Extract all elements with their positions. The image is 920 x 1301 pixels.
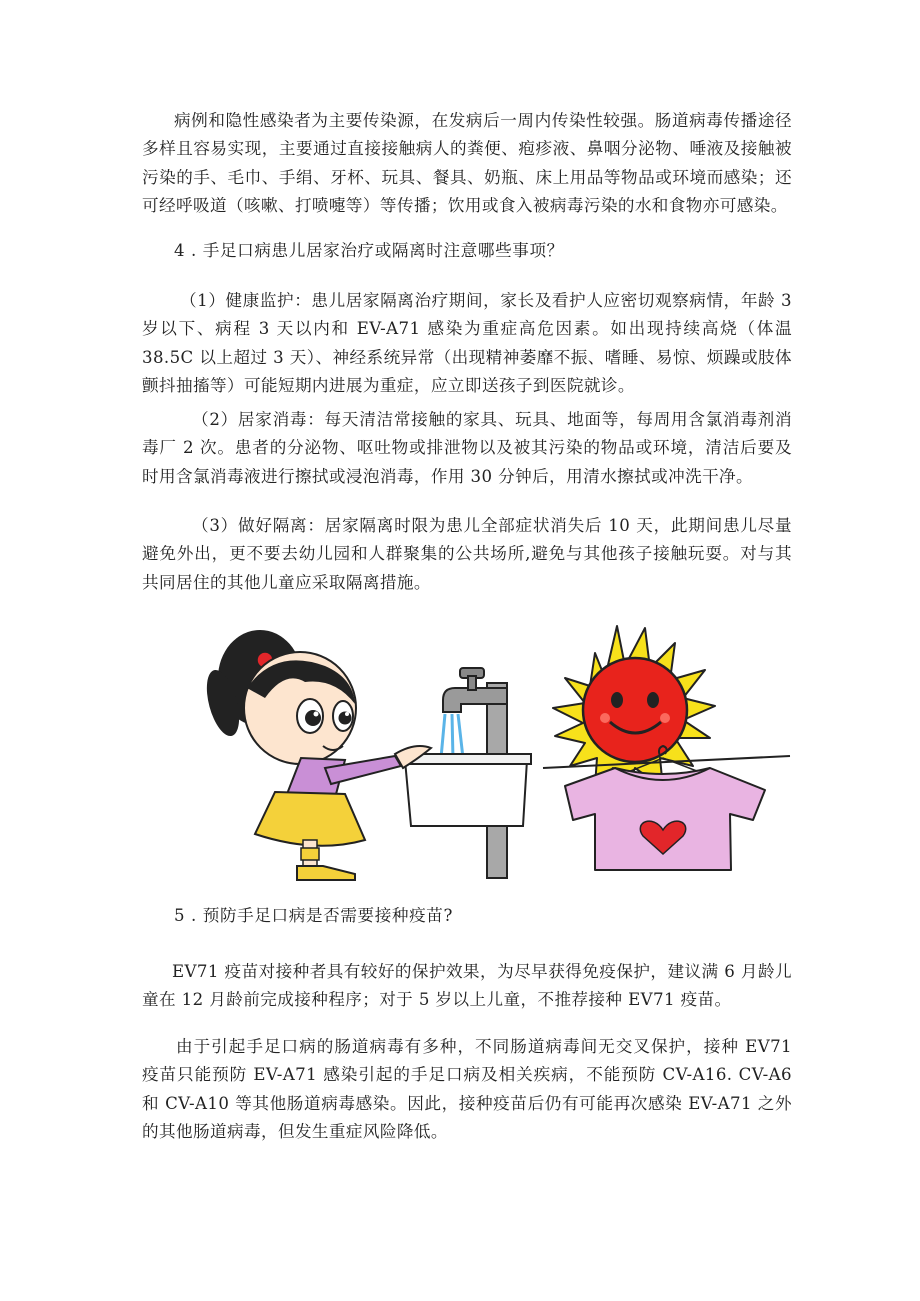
paragraph-vaccine-effect: EV71 疫苗对接种者具有较好的保护效果，为尽早获得免疫保护，建议满 6 月龄儿童在 12 月龄前完成接种程序；对于 5 岁以上儿童，不推荐接种 EV71 疫苗。	[142, 962, 792, 1010]
paragraph-health-monitoring: （1）健康监护：患儿居家隔离治疗期间，家长及看护人应密切观察病情，年龄 3 岁以下、病程 3 天以内和 EV-A71 感染为重症高危因素。如出现持续高烧（体温 38.5C 以上超过 3 天）、神经系统异常（出现精神萎靡不振、嗜睡、易惊、烦躁或肢体颤抖抽搐等）可能短期内进展为重症，应立即送孩子到医院就诊。	[142, 291, 792, 396]
paragraph-isolation: （3）做好隔离：居家隔离时限为患儿全部症状消失后 10 天，此期间患儿尽量避免外出，更不要去幼儿园和人群聚集的公共场所,避免与其他孩子接触玩耍。对与其共同居住的其他儿童应采取隔离措施。	[142, 516, 792, 592]
heading-vaccine: 5 . 预防手足口病是否需要接种疫苗?	[174, 906, 453, 925]
paragraph-home-disinfection: （2）居家消毒：每天清洁常接触的家具、玩具、地面等，每周用含氯消毒剂消毒厂 2 次。患者的分泌物、呕吐物或排泄物以及被其污染的物品或环境，清洁后要及时用含氯消毒液进行擦拭或浸泡消毒，作用 30 分钟后，用清水擦拭或冲洗干净。	[142, 410, 792, 486]
girl-washing-hands-icon	[205, 630, 431, 880]
paragraph-transmission: 病例和隐性感染者为主要传染源，在发病后一周内传染性较强。肠道病毒传播途径多样且容易实现，主要通过直接接触病人的粪便、疱疹液、鼻咽分泌物、唾液及接触被污染的手、毛巾、手绢、牙杯、玩具、餐具、奶瓶、床上用品等物品或环境而感染；还可经呼吸道（咳嗽、打喷嚏等）等传播；饮用或食入被病毒污染的水和食物亦可感染。	[142, 111, 792, 216]
paragraph-vaccine-limits: 由于引起手足口病的肠道病毒有多种，不同肠道病毒间无交叉保护，接种 EV71 疫苗只能预防 EV-A71 感染引起的手足口病及相关疾病，不能预防 CV-A16. CV-A6 和 CV-A10 等其他肠道病毒感染。因此，接种疫苗后仍有可能再次感染 EV-A71 之外的其他肠道病毒，但发生重症风险降低。	[142, 1037, 792, 1142]
heading-home-care: 4 . 手足口病患儿居家治疗或隔离时注意哪些事项？	[174, 241, 564, 260]
shirt-icon	[543, 746, 790, 870]
faucet-sink-icon	[401, 668, 531, 878]
handwashing-illustration	[205, 608, 795, 883]
